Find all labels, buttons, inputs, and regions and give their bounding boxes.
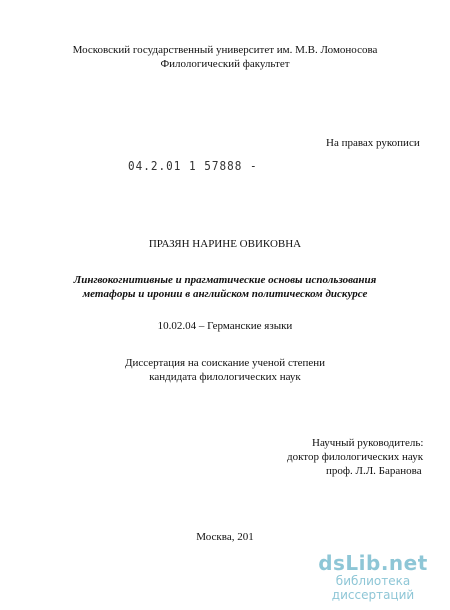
degree-line1: Диссертация на соискание ученой степени: [124, 357, 326, 369]
manuscript-rights: На правах рукописи: [326, 137, 420, 149]
supervisor-name: проф. Л.Л. Баранова: [326, 465, 422, 477]
watermark: [308, 552, 438, 602]
supervisor-degree: доктор филологических наук: [287, 451, 424, 463]
faculty-name: Филологический факультет: [160, 58, 290, 70]
university-name: Московский государственный университет им. М.В. Ломоносова: [72, 44, 378, 56]
supervisor-label: Научный руководитель:: [312, 437, 424, 449]
degree-line2: кандидата филологических наук: [149, 371, 301, 383]
watermark-logo: dsLib.net: [318, 551, 428, 575]
library-stamp: 04.2.01 1 57888 -: [128, 159, 258, 174]
author-name: ПРАЗЯН НАРИНЕ ОВИКОВНА: [148, 238, 302, 250]
watermark-subtitle: библиотека диссертаций: [331, 574, 415, 602]
specialty-code: 10.02.04 – Германские языки: [157, 320, 293, 332]
dissertation-title-line1: Лингвокогнитивные и прагматические основы использования: [73, 274, 377, 286]
city-year: Москва, 201: [196, 531, 254, 543]
dissertation-title-line2: метафоры и иронии в английском политическом дискурсе: [82, 288, 368, 300]
